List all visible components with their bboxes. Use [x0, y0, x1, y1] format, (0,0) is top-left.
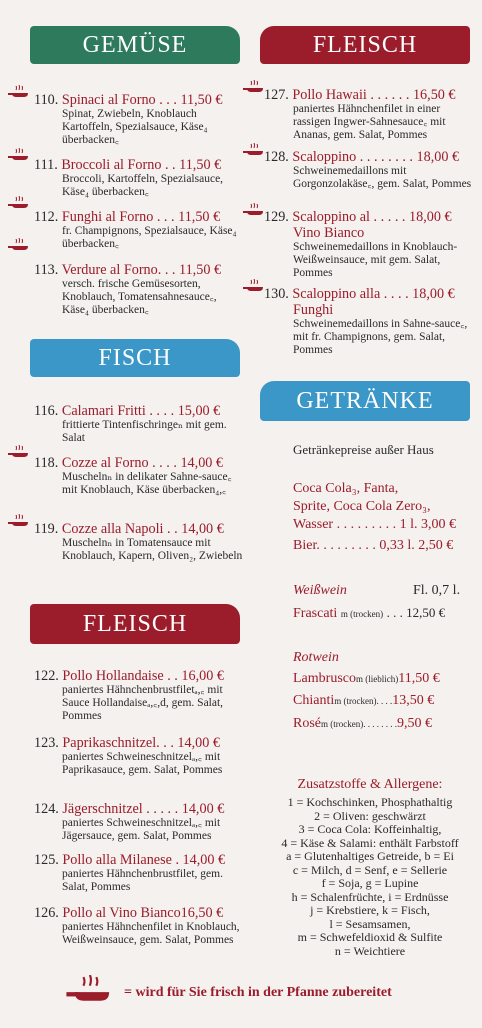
allergen-line: 3 = Coca Cola: Koffeinhaltig,	[298, 822, 442, 836]
item-description: fr. Champignons, Spezialsauce, Käse₄ überbacken꜀	[62, 225, 237, 250]
item-description: Muschelnₙ in delikater Sahne-sauce꜀ mit Knoblauch, Käse überbacken₄,꜀	[62, 471, 232, 496]
fisch-title: FISCH	[98, 344, 172, 371]
drink-rose: Rosém (trocken). . . . . . . .9,50 €	[293, 716, 432, 731]
item-description: Spinat, Zwiebeln, Knoblauch Kartoffeln, Spezialsauce, Käse₄ überbacken꜀	[62, 108, 208, 146]
item-description: paniertes Schweineschnitzelₐ,꜀ mit Paprikasauce, gem. Salat, Pommes	[62, 751, 223, 776]
menu-item-116: 116. Calamari Fritti . . . . 15,00 € frittierte Tintenfischringeₙ mit gem. Salat	[34, 403, 244, 445]
allergen-line: h = Schalenfrüchte, i = Erdnüsse	[291, 889, 449, 904]
allergen-line: l = Sesamsamen,	[329, 916, 411, 931]
fleisch-left-banner	[30, 604, 240, 644]
weisswein-size: Fl. 0,7 l.	[413, 583, 461, 598]
drink-soft-1: Coca Cola₃, Fanta,	[293, 481, 399, 496]
drink-lambrusco: Lambruscom (lieblich)11,50 €	[293, 671, 440, 686]
item-description: paniertes Schweineschnitzelₐ,꜀ mit Jägersauce, gem. Salat, Pommes	[62, 817, 221, 842]
allergen-line: m = Schwefeldioxid & Sulfite	[297, 930, 443, 944]
menu-item-112: 112. Funghi al Forno . . . 11,50 € fr. Champignons, Spezialsauce, Käse₄ überbacken꜀	[34, 209, 244, 251]
pan-icon	[8, 514, 32, 528]
menu-item-129: 129. Scaloppino al . . . . . 18,00 € Vino Bianco Schweinemedaillons in Knoblauch-Weißweinsauce, mit gem. Salat, Pommes	[264, 209, 476, 280]
pan-icon	[8, 238, 32, 252]
item-name-cont: Funghi	[293, 302, 334, 318]
footer-text: = wird für Sie frisch in der Pfanne zubereitet	[124, 985, 392, 1000]
pan-icon	[66, 975, 118, 1005]
drink-soft-3: Wasser . . . . . . . . . 1 l. 3,00 €	[293, 517, 456, 532]
menu-item-119: 119. Cozze alla Napoli . . 14,00 € Muschelnₙ in Tomatensauce mit Knoblauch, Kapern, Oliven₂, Zwiebeln	[34, 521, 243, 562]
menu-item-128: 128. Scaloppino . . . . . . . . 18,00 € Schweinemedaillons mit Gorgonzolakäse꜀, gem. Salat, Pommes	[264, 149, 476, 191]
allergen-line: j = Krebstiere, k = Fisch,	[310, 903, 430, 917]
menu-item-113: 113. Verdure al Forno. . . 11,50 € versch. frische Gemüsesorten, Knoblauch, Tomatensahnesauce꜀, Käse₄ überbacken꜀	[34, 262, 244, 317]
fleisch-right-title: FLEISCH	[312, 31, 418, 58]
allergen-list	[260, 796, 480, 958]
allergen-line: a = Glutenhaltiges Getreide, b = Ei	[286, 849, 454, 863]
pan-icon	[8, 445, 32, 459]
item-description: versch. frische Gemüsesorten, Knoblauch, Tomatensahnesauce꜀, Käse₄ überbacken꜀	[62, 278, 217, 316]
item-description: paniertes Hähnchenfilet in Knoblauch, Weißweinsauce, gem. Salat, Pommes	[62, 921, 240, 946]
menu-item-122: 122. Pollo Hollandaise . . 16,00 € paniertes Hähnchenbrustfiletₐ,꜀ mit Sauce Hollandaiseₐ,꜀,d, gem. Salat, Pommes	[34, 668, 244, 723]
item-description: paniertes Hähnchenbrustfilet, gem. Salat, Pommes	[62, 868, 223, 893]
weisswein-label: Weißwein	[293, 583, 347, 598]
getraenke-banner	[260, 381, 470, 421]
fleisch-right-banner	[260, 26, 470, 64]
menu-item-127: 127. Pollo Hawaii . . . . . . 16,50 € paniertes Hähnchenfilet in einer rassigen Ingwer-Sahnesauce꜀ mit Ananas, gem. Salat, Pommes	[264, 87, 476, 142]
allergen-line: 4 = Käse & Salami: enthält Farbstoff	[281, 835, 459, 850]
rotwein-label: Rotwein	[293, 650, 339, 665]
pan-icon	[8, 85, 32, 99]
item-description: Schweinemedaillons in Knoblauch-Weißweinsauce, mit gem. Salat, Pommes	[293, 241, 458, 279]
item-description: Muschelnₙ in Tomatensauce mit Knoblauch, Kapern, Oliven₂, Zwiebeln	[62, 537, 243, 562]
menu-item-125: 125. Pollo alla Milanese . 14,00 € paniertes Hähnchenbrustfilet, gem. Salat, Pommes	[34, 852, 244, 894]
pan-icon	[8, 196, 32, 210]
allergen-line: 1 = Kochschinken, Phosphathaltig	[287, 795, 453, 809]
gemuese-title: GEMÜSE	[82, 31, 188, 58]
menu-item-110: 110. Spinaci al Forno . . . 11,50 € Spinat, Zwiebeln, Knoblauch Kartoffeln, Spezialsauce, Käse₄ überbacken꜀	[34, 92, 244, 147]
menu-item-124: 124. Jägerschnitzel . . . . . 14,00 € paniertes Schweineschnitzelₐ,꜀ mit Jägersauce, gem. Salat, Pommes	[34, 801, 244, 843]
drink-frascati: Frascati m (trocken) . . . 12,50 €	[293, 605, 446, 621]
allergen-line: n = Weichtiere	[334, 943, 406, 958]
menu-item-118: 118. Cozze al Forno . . . . 14,00 € Muschelnₙ in delikater Sahne-sauce꜀ mit Knoblauch, Käse überbacken₄,꜀	[34, 455, 244, 497]
fleisch-left-title: FLEISCH	[82, 610, 188, 637]
getraenke-title: GETRÄNKE	[296, 387, 434, 414]
allergen-title: Zusatzstoffe & Allergene:	[297, 777, 443, 792]
item-description: Schweinemedaillons in Sahne-sauce꜀, mit fr. Champignons, gem. Salat, Pommes	[293, 318, 468, 356]
pan-icon	[8, 148, 32, 162]
item-description: Broccoli, Kartoffeln, Spezialsauce, Käse₄ überbacken꜀	[62, 173, 224, 198]
fisch-banner	[30, 339, 240, 377]
menu-item-130: 130. Scaloppino alla . . . . 18,00 € Funghi Schweinemedaillons in Sahne-sauce꜀, mit fr. Champignons, gem. Salat, Pommes	[264, 286, 476, 357]
drinks-note: Getränkepreise außer Haus	[293, 442, 434, 457]
allergen-line: f = Soja, g = Lupine	[321, 876, 419, 890]
item-name-cont: Vino Bianco	[293, 225, 365, 241]
menu-item-123: 123. Paprikaschnitzel. . . 14,00 € paniertes Schweineschnitzelₐ,꜀ mit Paprikasauce, gem. Salat, Pommes	[34, 735, 244, 777]
allergen-line: 2 = Oliven: geschwärzt	[314, 808, 426, 823]
drink-soft-2: Sprite, Coca Cola Zero₃,	[293, 499, 431, 514]
footer-legend	[60, 975, 480, 1009]
gemuese-banner	[30, 26, 240, 64]
item-description: paniertes Hähnchenfilet in einer rassigen Ingwer-Sahnesauce꜀ mit Ananas, gem. Salat, Pommes	[293, 103, 446, 141]
menu-item-126: 126. Pollo al Vino Bianco16,50 € paniertes Hähnchenfilet in Knoblauch, Weißweinsauce, gem. Salat, Pommes	[34, 905, 244, 947]
allergen-line: c = Milch, d = Senf, e = Sellerie	[292, 862, 448, 877]
item-description: frittierte Tintenfischringeₙ mit gem. Salat	[62, 419, 227, 444]
item-description: paniertes Hähnchenbrustfiletₐ,꜀ mit Sauce Hollandaiseₐ,꜀,d, gem. Salat, Pommes	[62, 684, 224, 722]
menu-item-111: 111. Broccoli al Forno . . 11,50 € Broccoli, Kartoffeln, Spezialsauce, Käse₄ überbacken꜀	[34, 157, 244, 199]
drink-chianti: Chiantim (trocken). . . .13,50 €	[293, 693, 435, 708]
item-description: Schweinemedaillons mit Gorgonzolakäse꜀, gem. Salat, Pommes	[293, 165, 472, 190]
drink-bier: Bier. . . . . . . . . 0,33 l. 2,50 €	[293, 538, 454, 553]
